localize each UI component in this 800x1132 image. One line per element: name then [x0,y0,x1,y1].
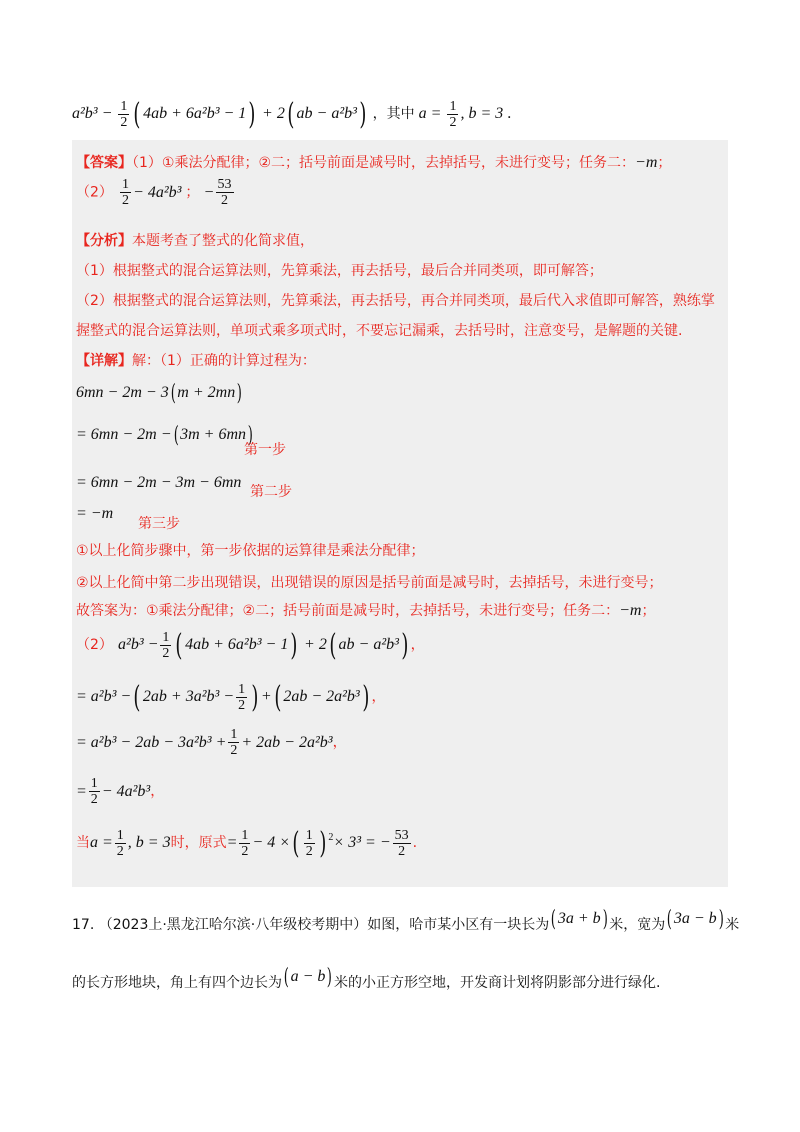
part2-line-2: = a²b³ −( 2ab + 3a²b³ − $\frac{1}{2}$ ) +( 2ab − 2a²b³) ， [76,680,386,715]
answer-line-1: 【答案】（1）①乘法分配律；②二；括号前面是减号时，去掉括号，未进行变号；任务二：−m； [76,154,672,171]
step-0: 6mn − 2m − 3( m + 2mn) [76,381,243,406]
answer-label: 【答案】 [76,155,132,171]
condition-text: ，其中 [372,106,415,123]
problem-17-line-2: 的长方形地块，角上有四个边长为( a − b) 米的小正方形空地，开发商计划将阴影部分进行绿化. [72,965,661,992]
step-2-label: 第二步 [250,484,292,500]
analysis-label: 【分析】 [76,233,132,249]
step-1-label: 第一步 [244,442,286,458]
note-1: ①以上化简步骤中，第一步依据的运算律是乘法分配律； [76,543,425,559]
step-3-label: 第三步 [138,516,180,532]
detail-intro: 【详解】解：（1）正确的计算过程为： [76,353,316,369]
part2-line-3: = a²b³ − 2ab − 3a²b³ + $\frac{1}{2}$ + 2ab − 2a²b³， [76,727,347,758]
step-3: = −m [76,505,114,522]
conclusion: 故答案为：①乘法分配律；②二；括号前面是减号时，去掉括号，未进行变号；任务二：−m； [76,602,656,619]
part2-line-4: = $\frac{1}{2}$ − 4a²b³， [76,776,165,807]
part2-line-5: 当a = $\frac{1}{2}$ , b = 3时，原式= $\frac{1}{2}$ − 4 ×( $\frac{1}{2}$ ) $^2$× 3³ = − $\frac{53}{2}$ . [76,826,418,861]
problem-expression: a²b³ − $\frac{1}{2}$ ( 4ab + 6a²b³ − 1) + 2( ab − a²b³) ，其中 a = $\frac{1}{2}$ , b = 3 . [72,97,512,132]
analysis-p2a: （2）根据整式的混合运算法则，先算乘法，再去括号，再合并同类项，最后代入求值即可解答，熟练掌 [76,293,715,309]
fraction-half: $\frac{1}{2}$ [120,98,128,130]
fraction-half: $\frac{1}{2}$ [449,98,457,130]
note-2: ②以上化简中第二步出现错误，出现错误的原因是括号前面是减号时，去掉括号，未进行变号； [76,575,663,591]
analysis-intro: 【分析】本题考查了整式的化简求值， [76,233,314,249]
problem-17-line-1: 17. （2023上·黑龙江哈尔滨·八年级校考期中）如图，哈市某小区有一块长为( 3a + b) 米，宽为( 3a − b) 米 [72,907,740,934]
step-2: = 6mn − 2m − 3m − 6mn [76,474,242,491]
answer-line-2: （2） $\frac{1}{2}$ − 4a²b³ ； − $\frac{53}{2}$ [76,177,232,208]
expr-prefix: a²b³ − [72,105,113,123]
analysis-p2b: 握整式的混合运算法则，单项式乘多项式时，不要忘记漏乘，去括号时，注意变号，是解题的关键. [76,323,683,339]
part2-line-1: （2） a²b³ − $\frac{1}{2}$ ( 4ab + 6a²b³ − 1) + 2( ab − a²b³) ， [76,628,425,663]
analysis-p1: （1）根据整式的混合运算法则，先算乘法，再去括号，最后合并同类项，即可解答； [76,263,603,279]
problem-number: 17. [72,917,95,934]
step-1: = 6mn − 2m −( 3m + 6mn) [76,423,253,448]
detail-label: 【详解】 [76,353,132,369]
